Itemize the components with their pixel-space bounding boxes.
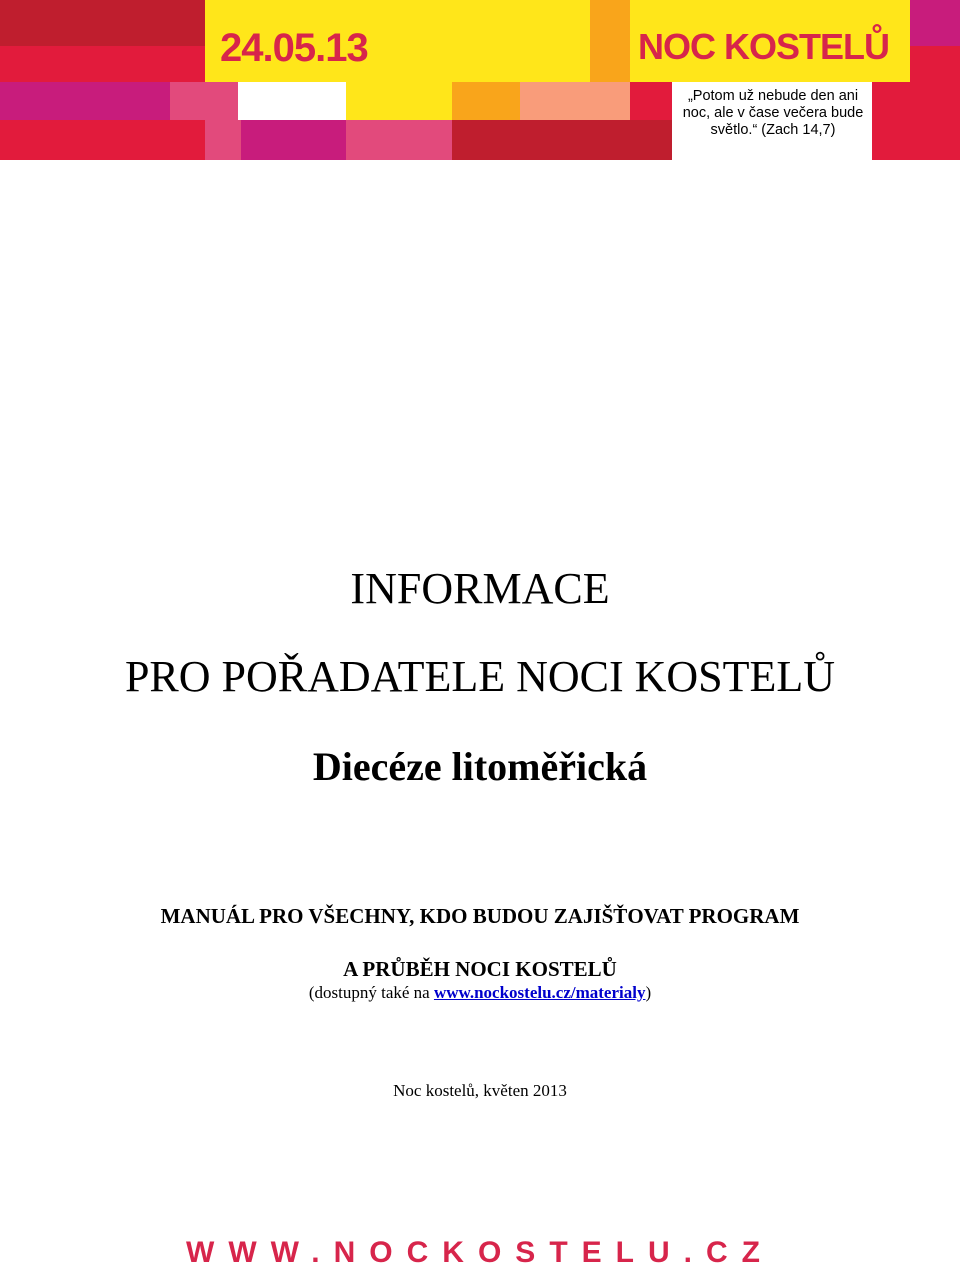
banner-block bbox=[0, 82, 170, 120]
banner-block bbox=[910, 46, 960, 82]
banner-block bbox=[452, 120, 672, 160]
quote-line: „Potom už nebude den ani bbox=[687, 88, 859, 104]
title-diocese: Diecéze litoměřická bbox=[312, 744, 648, 789]
quote-line: noc, ale v čase večera bude bbox=[682, 105, 864, 121]
banner-block bbox=[872, 82, 960, 160]
banner-block bbox=[590, 0, 630, 82]
banner-block bbox=[452, 82, 520, 120]
availability-suffix: ) bbox=[645, 983, 652, 1002]
materials-link[interactable]: www.nockostelu.cz/materialy bbox=[433, 983, 646, 1002]
banner-block bbox=[346, 120, 452, 160]
header-banner bbox=[0, 0, 960, 160]
banner-date: 24.05.13 bbox=[220, 26, 368, 70]
manual-heading-line2: A PRŮBĚH NOCI KOSTELŮ bbox=[343, 957, 617, 981]
availability-note bbox=[0, 982, 960, 1004]
banner-block bbox=[520, 82, 630, 120]
banner-block bbox=[238, 82, 346, 120]
banner-block bbox=[910, 0, 960, 46]
footer-website: WWW.NOCKOSTELU.CZ bbox=[186, 1236, 774, 1269]
banner-block bbox=[241, 120, 346, 160]
banner-block bbox=[630, 82, 672, 120]
document-date: Noc kostelů, květen 2013 bbox=[393, 1081, 567, 1100]
banner-title: NOC KOSTELŮ bbox=[638, 26, 890, 67]
title-organizers: PRO POŘADATELE NOCI KOSTELŮ bbox=[124, 652, 836, 701]
title-information: INFORMACE bbox=[350, 564, 610, 613]
banner-block bbox=[205, 120, 241, 160]
quote-line: světlo.“ (Zach 14,7) bbox=[710, 122, 836, 138]
banner-block bbox=[170, 82, 238, 120]
banner-block bbox=[0, 120, 205, 160]
banner-block bbox=[0, 0, 205, 46]
manual-heading-line1: MANUÁL PRO VŠECHNY, KDO BUDOU ZAJIŠŤOVAT PROGRAM bbox=[160, 904, 800, 928]
availability-prefix: (dostupný také na bbox=[308, 983, 434, 1002]
bible-quote bbox=[680, 88, 866, 139]
banner-block bbox=[0, 46, 205, 82]
banner-block bbox=[346, 82, 452, 120]
